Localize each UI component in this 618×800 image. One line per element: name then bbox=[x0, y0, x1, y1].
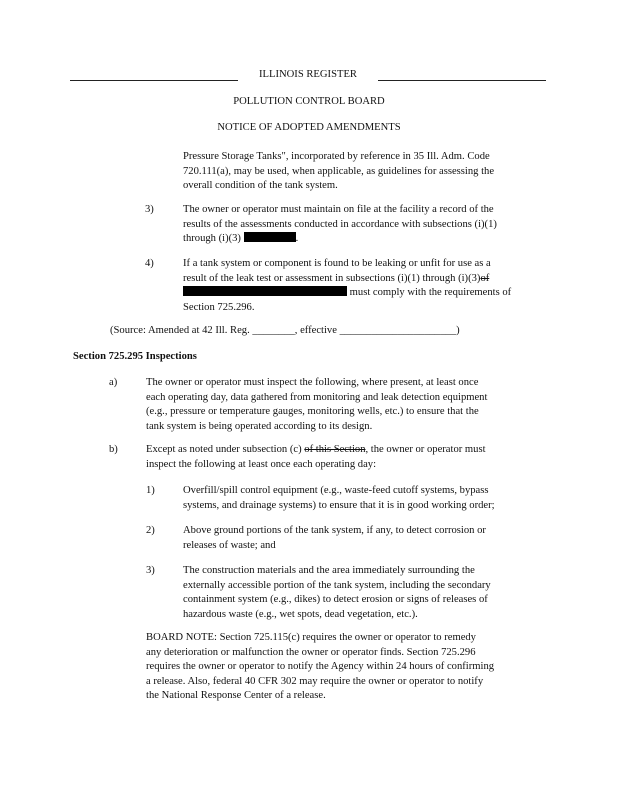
text-line: The construction materials and the area immediately surrounding the bbox=[183, 565, 475, 576]
item-number: 3) bbox=[145, 204, 154, 215]
para-a-text bbox=[146, 376, 556, 434]
header-rule-left bbox=[70, 80, 238, 81]
struck-text: of bbox=[480, 272, 490, 284]
text-line: If a tank system or component is found to be leaking or unfit for use as a bbox=[183, 258, 491, 269]
para-label: b) bbox=[109, 444, 118, 455]
text-fragment: Except as noted under subsection (c) bbox=[146, 444, 302, 455]
board-note bbox=[146, 631, 561, 704]
text-line bbox=[183, 232, 553, 247]
para-label: a) bbox=[109, 377, 118, 388]
text-line: hazardous waste (e.g., wet spots, dead vegetation, etc.). bbox=[183, 608, 418, 620]
redaction-bar bbox=[244, 232, 296, 242]
notice-title: NOTICE OF ADOPTED AMENDMENTS bbox=[217, 122, 401, 133]
text-line: the National Response Center of a release. bbox=[146, 690, 326, 702]
source-note: (Source: Amended at 42 Ill. Reg. ________, effective ______________________) bbox=[110, 325, 460, 336]
item-number: 1) bbox=[146, 485, 155, 496]
text-line: containment system (e.g., dikes) to detect erosion or signs of releases of bbox=[183, 594, 488, 606]
header-rule-right bbox=[378, 80, 546, 81]
text-line: each operating day, data gathered from monitoring and leak detection equipment bbox=[146, 391, 488, 403]
b1-text bbox=[183, 484, 553, 513]
register-title: ILLINOIS REGISTER bbox=[259, 69, 357, 80]
text-line bbox=[183, 286, 553, 301]
item-number: 4) bbox=[145, 258, 154, 269]
text-line bbox=[146, 443, 556, 458]
text-fragment: through (i)(3) bbox=[183, 233, 241, 245]
item-3-text bbox=[183, 203, 553, 247]
text-line bbox=[183, 272, 553, 287]
continuation-paragraph bbox=[183, 150, 553, 194]
text-fragment: result of the leak test or assessment in subsections (i)(1) through (i)(3) bbox=[183, 272, 481, 284]
text-line: releases of waste; and bbox=[183, 539, 276, 551]
text-fragment: must comply with the requirements of bbox=[349, 287, 512, 299]
text-line: The owner or operator must inspect the following, where present, at least once bbox=[146, 377, 479, 388]
text-fragment: . bbox=[295, 233, 299, 245]
text-line: any deterioration or malfunction the owner or operator finds. Section 725.296 bbox=[146, 646, 476, 658]
item-4-text bbox=[183, 257, 553, 315]
text-line: Overfill/spill control equipment (e.g., waste-feed cutoff systems, bypass bbox=[183, 485, 489, 496]
text-fragment: , the owner or operator must bbox=[365, 444, 486, 455]
text-line: inspect the following at least once each operating day: bbox=[146, 458, 377, 470]
para-b-text bbox=[146, 443, 556, 472]
item-number: 2) bbox=[146, 525, 155, 536]
redaction-bar bbox=[183, 286, 347, 296]
text-line: tank system is being operated according to its design. bbox=[146, 420, 373, 432]
text-line: overall condition of the tank system. bbox=[183, 180, 338, 192]
text-line: BOARD NOTE: Section 725.115(c) requires the owner or operator to remedy bbox=[146, 632, 476, 643]
text-line: results of the assessments conducted in accordance with subsections (i)(1) bbox=[183, 218, 497, 230]
b2-text bbox=[183, 524, 553, 553]
text-line: Section 725.296. bbox=[183, 301, 255, 313]
section-heading: Section 725.295 Inspections bbox=[73, 351, 197, 362]
text-line: externally accessible portion of the tank system, including the secondary bbox=[183, 579, 491, 591]
board-title: POLLUTION CONTROL BOARD bbox=[233, 96, 385, 107]
text-line: 720.111(a), may be used, when applicable, as guidelines for assessing the bbox=[183, 165, 495, 177]
text-line: Above ground portions of the tank system, if any, to detect corrosion or bbox=[183, 525, 486, 536]
struck-text: of this Section bbox=[304, 444, 366, 455]
text-line: (e.g., pressure or temperature gauges, monitoring wells, etc.) to ensure that the bbox=[146, 406, 479, 418]
text-line: requires the owner or operator to notify the Agency within 24 hours of confirming bbox=[146, 661, 495, 673]
text-line: Pressure Storage Tanks", incorporated by reference in 35 Ill. Adm. Code bbox=[183, 151, 490, 162]
text-line: systems, and drainage systems) to ensure that it is in good working order; bbox=[183, 499, 495, 511]
text-line: a release. Also, federal 40 CFR 302 may require the owner or operator to notify bbox=[146, 675, 484, 687]
item-number: 3) bbox=[146, 565, 155, 576]
b3-text bbox=[183, 564, 553, 622]
text-line: The owner or operator must maintain on file at the facility a record of the bbox=[183, 204, 494, 215]
